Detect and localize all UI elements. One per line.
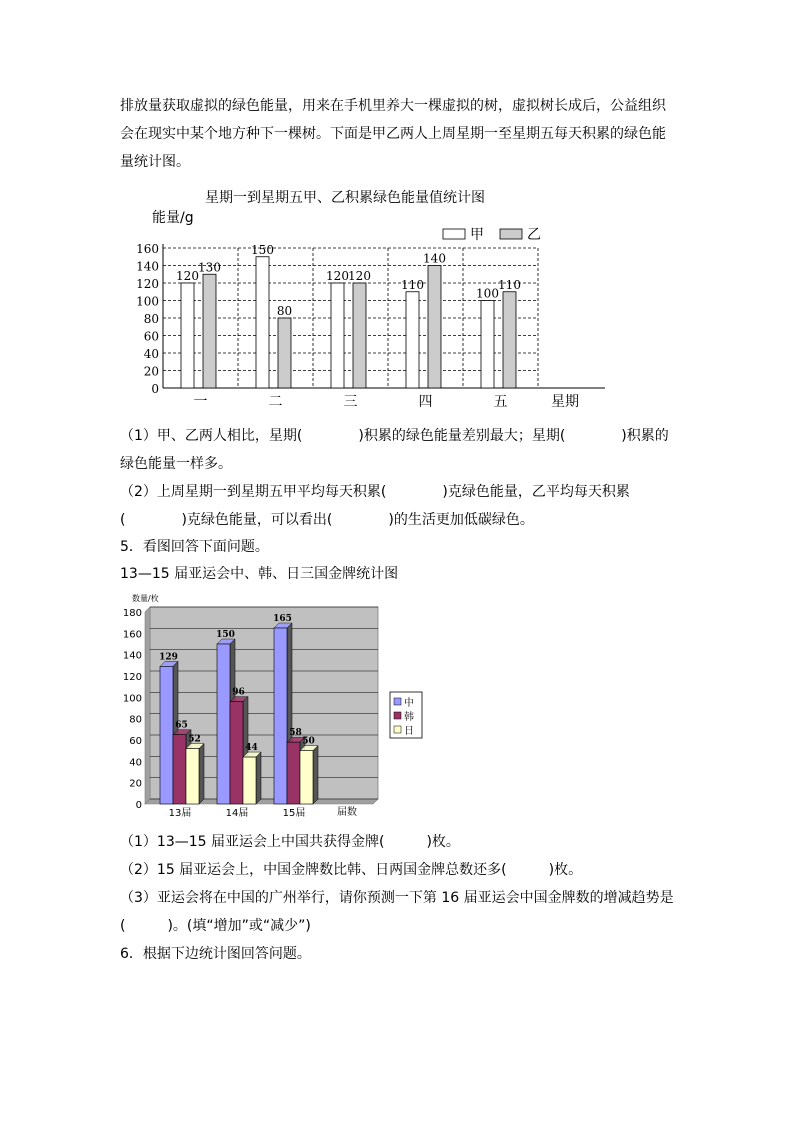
chart2-data-label: 96: [232, 687, 245, 698]
chart2-data-label: 150: [216, 630, 235, 640]
chart1-data-label: 120: [176, 269, 199, 283]
chart2-y-tick-label: 100: [122, 693, 142, 705]
chart1-data-label: 110: [401, 277, 424, 292]
chart1-x-tick-label: 一: [193, 394, 208, 410]
chart1-x-tick-label: 三: [343, 394, 358, 410]
asian-games-gold-medal-chart: [110, 592, 430, 822]
chart2-x-tick-label: 15届: [282, 808, 306, 819]
chart1-bar: [428, 266, 441, 389]
chart1-legend-label: 甲: [470, 227, 484, 243]
chart1-bar: [353, 283, 366, 388]
chart2-bar: [217, 644, 230, 804]
chart2-bar-side: [256, 752, 261, 804]
q5-chart-title: 13—15 届亚运会中、韩、日三国金牌统计图: [120, 566, 399, 582]
chart1-data-label: 100: [476, 286, 499, 301]
intro-line-2: 会在现实中某个地方种下一棵树。下面是甲乙两人上周星期一至星期五每天积累的绿色能: [120, 126, 666, 142]
chart1-bar: [256, 257, 269, 388]
chart1-legend-label: 乙: [527, 227, 541, 243]
green-energy-bar-chart: [0, 182, 794, 422]
chart2-legend-label: 日: [404, 726, 414, 737]
chart2-y-tick-label: 160: [122, 629, 142, 641]
chart2-y-tick-label: 0: [135, 800, 142, 811]
chart1-legend-swatch: [443, 229, 465, 239]
chart1-data-label: 120: [348, 269, 371, 283]
chart2-legend-swatch: [394, 726, 401, 733]
chart2-legend-label: 韩: [404, 712, 414, 723]
chart1-bar: [331, 283, 344, 388]
chart1-bar: [278, 318, 291, 388]
chart2-data-label: 50: [302, 736, 315, 747]
chart2-bar: [274, 628, 287, 804]
chart1-data-label: 140: [423, 251, 446, 266]
q5-sub3-line2: ( )。(填“增加”或“减少”): [120, 918, 311, 934]
chart1-y-tick-label: 20: [143, 364, 159, 379]
q4-sub1-line1: （1）甲、乙两人相比，星期( )积累的绿色能量差别最大；星期( )积累的: [120, 428, 669, 444]
chart2-bar: [300, 751, 313, 804]
chart2-data-label: 65: [175, 720, 188, 731]
chart1-x-tick-label: 五: [493, 394, 508, 410]
chart1-data-label: 130: [198, 260, 221, 275]
q4-sub2-line1: （2）上周星期一到星期五甲平均每天积累( )克绿色能量，乙平均每天积累: [120, 484, 630, 500]
chart1-y-tick-label: 120: [136, 277, 159, 291]
chart2-data-label: 44: [245, 743, 258, 754]
chart1-y-tick-label: 60: [143, 329, 159, 344]
q4-sub2-line2: ( )克绿色能量，可以看出( )的生活更加低碳绿色。: [120, 512, 534, 528]
q5-sub2: （2）15 届亚运会上，中国金牌数比韩、日两国金牌总数还多( )枚。: [120, 862, 583, 878]
chart2-y-tick-label: 40: [129, 757, 142, 769]
chart1-y-tick-label: 0: [151, 382, 159, 396]
chart1-y-tick-label: 160: [136, 242, 159, 256]
chart2-bar: [160, 666, 173, 804]
chart2-y-tick-label: 60: [129, 736, 142, 747]
chart1-y-tick-label: 100: [136, 294, 159, 309]
chart1-data-label: 150: [251, 242, 274, 257]
chart2-bar: [287, 742, 300, 804]
chart2-y-tick-label: 180: [122, 608, 142, 619]
chart2-y-axis-label: 数量/枚: [132, 594, 159, 603]
chart2-bar: [243, 757, 256, 804]
chart1-title: 星期一到星期五甲、乙积累绿色能量值统计图: [205, 190, 485, 206]
chart1-bar: [503, 292, 516, 388]
chart2-bar-side: [313, 746, 318, 804]
chart2-data-label: 58: [289, 728, 302, 739]
q4-sub1-line2: 绿色能量一样多。: [120, 456, 232, 472]
chart2-x-tick-label: 13届: [168, 808, 192, 819]
chart2-side-wall: [145, 607, 150, 804]
q5-heading: 5．看图回答下面问题。: [120, 539, 269, 555]
chart1-y-tick-label: 40: [143, 347, 159, 361]
chart1-y-axis-label: 能量/g: [152, 210, 194, 226]
chart1-x-tick-label: 四: [418, 394, 433, 410]
chart2-y-tick-label: 80: [129, 714, 142, 726]
chart2-bar: [230, 702, 243, 804]
chart2-data-label: 52: [188, 734, 201, 745]
chart2-x-tick-label: 14届: [225, 808, 249, 819]
chart2-legend-label: 中: [404, 698, 414, 709]
chart1-legend-swatch: [500, 229, 522, 239]
intro-line-1: 排放量获取虚拟的绿色能量，用来在手机里养大一棵虚拟的树，虚拟树长成后，公益组织: [120, 98, 666, 114]
q5-sub1: （1）13—15 届亚运会上中国共获得金牌( )枚。: [120, 834, 460, 850]
chart2-data-label: 129: [159, 652, 178, 663]
chart1-y-tick-label: 80: [143, 312, 159, 326]
chart2-legend-swatch: [394, 712, 401, 719]
chart2-y-tick-label: 120: [122, 672, 142, 683]
chart1-bar: [481, 301, 494, 389]
chart1-data-label: 110: [498, 277, 521, 292]
chart2-legend-swatch: [394, 698, 401, 705]
chart2-y-tick-label: 140: [122, 650, 142, 662]
chart1-data-label: 80: [276, 304, 293, 318]
chart1-data-label: 120: [326, 269, 349, 283]
chart2-y-tick-label: 20: [129, 778, 142, 790]
intro-line-3: 量统计图。: [120, 154, 190, 170]
chart2-data-label: 165: [273, 614, 292, 624]
chart1-x-tick-label: 二: [268, 394, 283, 410]
chart1-bar: [181, 283, 194, 388]
chart1-bar: [203, 274, 216, 388]
chart2-bar: [173, 735, 186, 804]
chart1-bar: [406, 292, 419, 388]
chart2-bar-side: [199, 744, 204, 804]
chart2-bar: [186, 749, 199, 804]
q6-heading: 6．根据下边统计图回答问题。: [120, 946, 311, 962]
chart1-x-axis-label: 星期: [551, 394, 579, 410]
chart1-y-tick-label: 140: [136, 259, 159, 274]
q5-sub3-line1: （3）亚运会将在中国的广州举行，请你预测一下第 16 届亚运会中国金牌数的增减趋势是: [120, 890, 674, 906]
chart2-x-axis-label: 届数: [337, 807, 357, 818]
